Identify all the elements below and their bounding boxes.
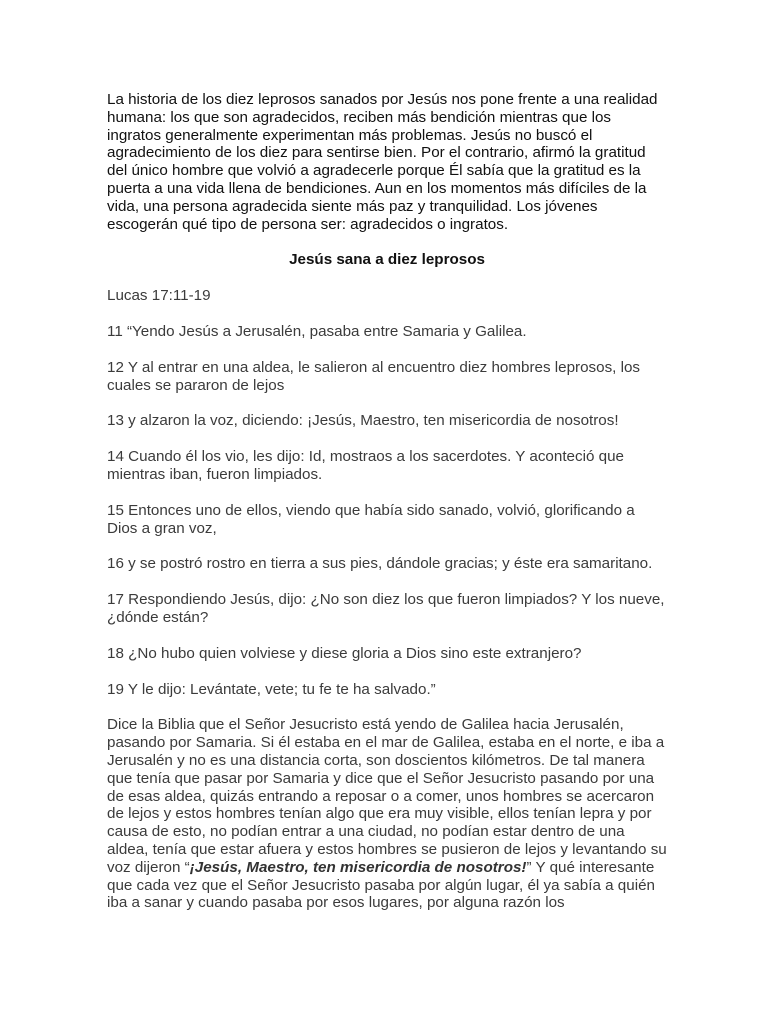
verse-19: 19 Y le dijo: Levántate, vete; tu fe te ha salvado.” (107, 680, 436, 698)
verse-18: 18 ¿No hubo quien volviese y diese gloria a Dios sino este extranjero? (107, 644, 582, 662)
commentary-text-after: ” Y qué interesante que cada vez que el Señor Jesucristo pasaba por algún lugar, él ya sabía a quién iba a sanar y cuando pasaba por esos lugares, por alguna razón los (107, 858, 655, 912)
verse-16: 16 y se postró rostro en tierra a sus pies, dándole gracias; y éste era samaritano. (107, 555, 653, 573)
document-page (107, 91, 667, 930)
verse-14: 14 Cuando él los vio, les dijo: Id, mostraos a los sacerdotes. Y aconteció que mientras iban, fueron limpiados. (107, 448, 624, 483)
commentary-emphasis: ¡Jesús, Maestro, ten misericordia de nosotros! (189, 858, 527, 876)
verse-13: 13 y alzaron la voz, diciendo: ¡Jesús, Maestro, ten misericordia de nosotros! (107, 412, 619, 430)
verse-12: 12 Y al entrar en una aldea, le salieron al encuentro diez hombres leprosos, los cuales se pararon de lejos (107, 358, 641, 394)
commentary-text-before: Dice la Biblia que el Señor Jesucristo está yendo de Galilea hacia Jerusalén, pasando por Samaria. Si él estaba en el mar de Galilea, estaba en el norte, e iba a Jerusalén y no es una distancia corta, son doscientos kilómetros. De tal manera que tenía que pasar por Samaria y dice que el Señor Jesucristo pasando por una de esas aldea, quizás entrando a reposar o a comer, unos hombres se acercaron de lejos y estos hombres tenían algo que era muy visible, ellos tenían lepra y por causa de esto, no podían entrar a una ciudad, no podían estar dentro de una aldea, tenía que estar afuera y estos hombres se pusieron de lejos y levantando su voz dijeron “ (107, 716, 667, 876)
verse-15: 15 Entonces uno de ellos, viendo que había sido sanado, volvió, glorificando a Dios a gran voz, (107, 501, 635, 537)
commentary-paragraph (107, 716, 667, 912)
verse-17: 17 Respondiendo Jesús, dijo: ¿No son diez los que fueron limpiados? Y los nueve, ¿dónde están? (107, 591, 665, 626)
section-heading: Jesús sana a diez leprosos (289, 251, 485, 269)
intro-paragraph: La historia de los diez leprosos sanados por Jesús nos pone frente a una realidad humana: los que son agradecidos, reciben más bendición mientras que los ingratos generalmente experimentan más problemas. Jesús no buscó el agradecimiento de los diez para sentirse bien. Por el contrario, afirmó la gratitud del único hombre que volvió a agradecerle porque Él sabía que la gratitud es la puerta a una vida llena de bendiciones. Aun en los momentos más difíciles de la vida, una persona agradecida siente más paz y tranquilidad. Los jóvenes escogerán qué tipo de persona ser: agradecidos o ingratos. (107, 91, 658, 233)
verse-11: 11 “Yendo Jesús a Jerusalén, pasaba entre Samaria y Galilea. (107, 322, 527, 340)
scripture-reference: Lucas 17:11-19 (107, 287, 211, 305)
